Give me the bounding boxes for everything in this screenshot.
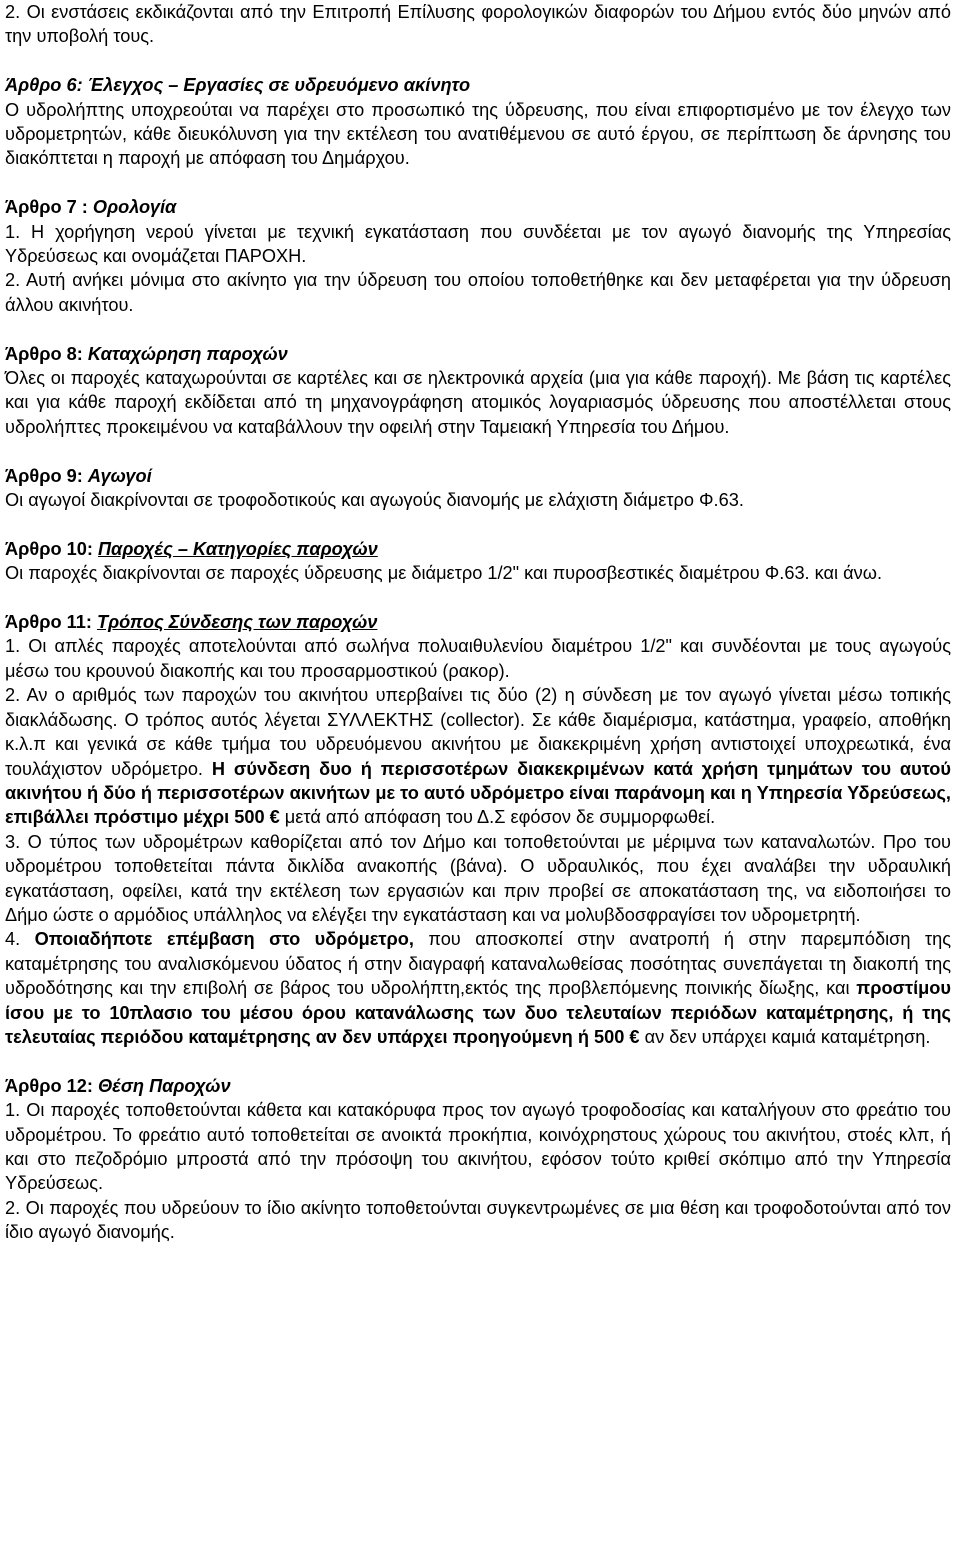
article-12-name: Θέση Παροχών [97, 1075, 231, 1096]
article-10-text: Οι παροχές διακρίνονται σε παροχές ύδρευσης με διάμετρο 1/2" και πυροσβεστικές διαμέτρου Φ.63. και άνω. [5, 563, 883, 584]
article-11-p2-text: 2. Αν ο αριθμός των παροχών του ακινήτου υπερβαίνει τις δύο (2) η σύνδεση με τον αγωγό γίνεται μέσω τοπικής διακλάδωσης. Ο τρόπος αυτός λέγεται ΣΥΛΛΕΚΤΗΣ (collector). Σε κάθε διαμέρισμα, κατάστημα, γραφείο, αποθήκη κ.λ.π και γενικά σε κάθε τμήμα του υδρευόμενου ακινήτου με διακεκριμένη χρήση αντιστοιχεί υποχρεωτικά, ένα τουλάχιστον υδρόμετρο. [5, 685, 951, 779]
article-11-paragraph-1: 1. Οι απλές παροχές αποτελούνται από σωλήνα πολυαιθυλενίου διαμέτρου 1/2" και συνδέονται με τους αγωγούς μέσω του κρουνού διακοπής και του προσαρμοστικού (ρακορ). [5, 636, 951, 681]
article-7-title [5, 195, 951, 219]
article-11-p4-bold-2: προστίμου ίσου με το 10πλασιο του μέσου όρου κατανάλωσης των δυο τελευταίων περιόδων καταμέτρησης, ή της τελευταίας περιόδου καταμέτρησης αν δεν υπάρχει προηγούμενη ή 500 [5, 978, 951, 1047]
article-9-title [5, 464, 951, 488]
article-8-text: Όλες οι παροχές καταχωρούνται σε καρτέλες και σε ηλεκτρονικά αρχεία (μια για κάθε παροχή). Με βάση τις καρτέλες και για κάθε παροχή εκδίδεται από τη μηχανογράφηση ατομικός λογαριασμός ύδρευσης που αποστέλλεται στους υδρολήπτες προκειμένου να καταβάλλουν την οφειλή στην Ταμειακή Υπηρεσία του Δήμου. [5, 368, 951, 437]
article-11-paragraph-3: 3. Ο τύπος των υδρομέτρων καθορίζεται από τον Δήμο και τοποθετούνται με μέριμνα των καταναλωτών. Προ του υδρομέτρου τοποθετείται πάντα δικλίδα ανακοπής (βάνα). Ο υδραυλικός, που έχει αναλάβει την υδραυλική εγκατάσταση, οφείλει, κατά την εκτέλεση των εργασιών και πριν προβεί σε αποκατάσταση της, να ειδοποιήσει το Δήμο ώστε ο αρμόδιος υπάλληλος να ελέγξει την εγκατάσταση και να μολυβδοσφραγίσει τον υδρομετρητή. [5, 831, 951, 925]
article-12-title [5, 1074, 951, 1098]
article-12-prefix: Άρθρο 12: [5, 1075, 98, 1096]
article-9-prefix: Άρθρο 9: [5, 465, 88, 486]
article-8-title [5, 342, 951, 366]
article-10-title [5, 537, 951, 561]
article-7-name: Ορολογία [92, 197, 177, 218]
intro-paragraph-2: 2. Οι ενστάσεις εκδικάζονται από την Επιτροπή Επίλυσης φορολογικών διαφορών του Δήμου εντός δύο μηνών από την υποβολή τους. [5, 2, 951, 47]
article-12-paragraph-2: 2. Οι παροχές που υδρεύουν το ίδιο ακίνητο τοποθετούνται συγκεντρωμένες σε μια θέση και τροφοδοτούνται από τον ίδιο αγωγό διανομής. [5, 1197, 951, 1243]
article-11-title [5, 610, 951, 634]
article-11-paragraph-2 [5, 683, 951, 829]
article-11-p2-bold: Η σύνδεση δυο ή περισσοτέρων διακεκριμένων κατά χρήση τμημάτων του αυτού ακινήτου ή δύο ή περισσοτέρων ακινήτων με το αυτό υδρόμετρο είναι παράνομη και η Υπηρεσία Υδρεύσεως, επιβάλλει πρόστιμο μέχρι 500 [5, 758, 952, 828]
article-10-name: Παροχές – Κατηγορίες παροχών [97, 538, 378, 559]
euro-sign: € [629, 1026, 640, 1047]
article-8-name: Καταχώρηση παροχών [87, 343, 288, 364]
euro-sign: € [269, 807, 280, 828]
article-11-p2-end: μετά από απόφαση του Δ.Σ εφόσον δε συμμορφωθεί. [279, 807, 716, 828]
article-7-paragraph-1: 1. Η χορήγηση νερού γίνεται με τεχνική εγκατάσταση που συνδέεται με τον αγωγό διανομής της Υπηρεσίας Υδρεύσεως και ονομάζεται ΠΑΡΟΧΗ. [5, 221, 951, 267]
article-9-text: Οι αγωγοί διακρίνονται σε τροφοδοτικούς και αγωγούς διανομής με ελάχιστη διάμετρο Φ.63. [5, 490, 744, 511]
article-11-paragraph-4 [5, 927, 951, 1049]
article-9-name: Αγωγοί [87, 465, 152, 486]
article-6-text: Ο υδρολήπτης υποχρεούται να παρέχει στο προσωπικό της ύδρευσης, που είναι επιφορτισμένο με τον έλεγχο των υδρομετρητών, κάθε διευκόλυνση για την εκτέλεση του ανατιθέμενου σε αυτό έργου, σε περίπτωση δε άρνησης του διακόπτεται η παροχή με απόφαση του Δημάρχου. [5, 99, 951, 169]
article-11-p4-num: 4. [5, 929, 35, 950]
article-10-prefix: Άρθρο 10: [5, 538, 98, 559]
article-12-paragraph-1: 1. Οι παροχές τοποθετούνται κάθετα και κατακόρυφα προς τον αγωγό τροφοδοσίας και καταλήγουν στο φρεάτιο του υδρομέτρου. Το φρεάτιο αυτό τοποθετείται σε ανοικτά προκήπια, κοινόχρηστους χώρους του ακινήτου, στοές κλπ, ή και στο πεζοδρόμιο μπροστά από την πρόσοψη του ακινήτου, εφόσον τούτο κριθεί σκόπιμο από την Υπηρεσία Υδρεύσεως. [5, 1100, 951, 1194]
article-11-name: Τρόπος Σύνδεσης των παροχών [96, 612, 378, 633]
article-8-prefix: Άρθρο 8: [5, 343, 88, 364]
article-11-p4-bold: Οποιαδήποτε επέμβαση στο υδρόμετρο, [34, 929, 414, 950]
article-7-prefix: Άρθρο 7 : [5, 197, 93, 218]
article-7-paragraph-2: 2. Αυτή ανήκει μόνιμα στο ακίνητο για την ύδρευση του οποίου τοποθετήθηκε και δεν μεταφέρεται για την ύδρευση άλλου ακινήτου. [5, 270, 951, 315]
article-11-prefix: Άρθρο 11: [5, 612, 97, 633]
article-11-p4-text: που αποσκοπεί στην ανατροπή ή στην παρεμπόδιση της καταμέτρησης του αναλισκόμενου ύδατος ή στην διαγραφή καταναλωθείσας ποσότητας συνεπάγεται τη διακοπή της υδροδότησης και την επιβολή σε βάρος του υδρολήπτη,εκτός της προβλεπόμενης ποινικής δίωξης, και [5, 929, 951, 999]
article-6-title: Άρθρο 6: Έλεγχος – Εργασίες σε υδρευόμενο ακίνητο [5, 75, 471, 96]
article-11-p4-end: αν δεν υπάρχει καμιά καταμέτρηση. [639, 1026, 931, 1047]
